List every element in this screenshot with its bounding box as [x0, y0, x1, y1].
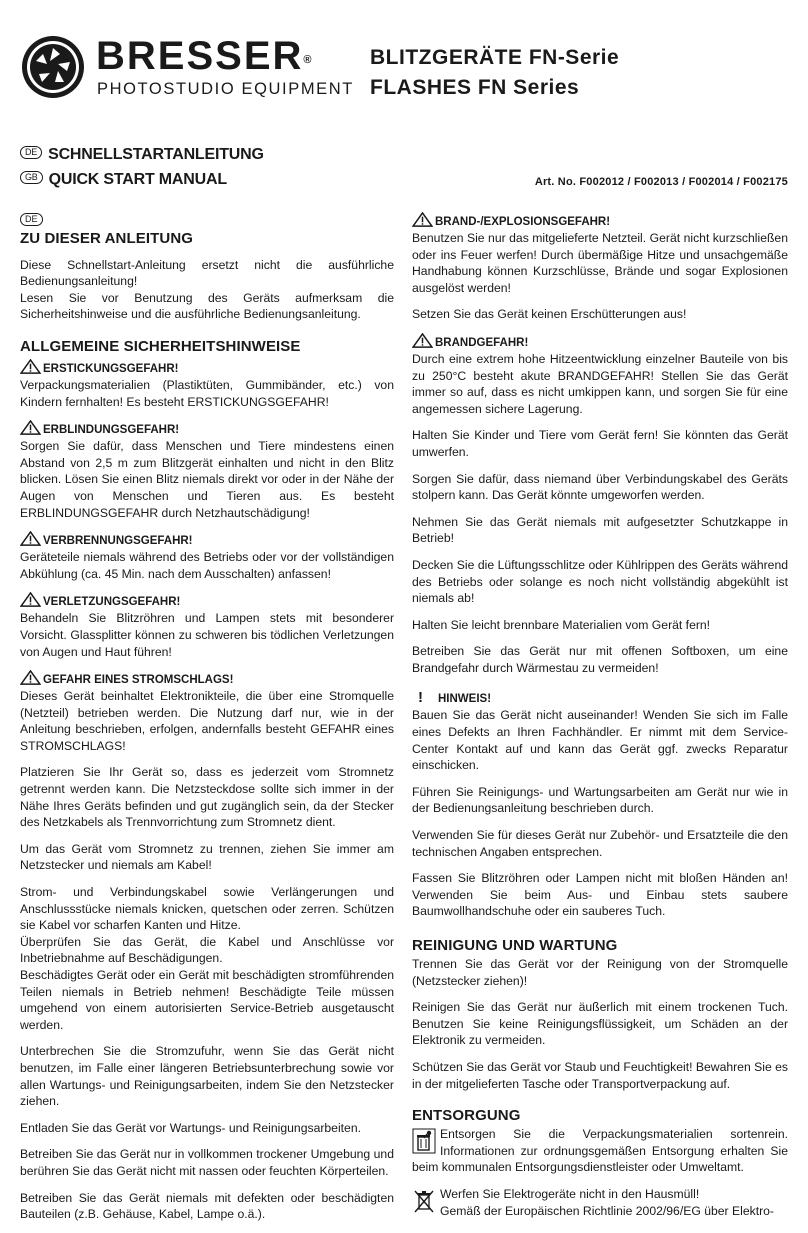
left-column	[20, 210, 394, 1233]
brand-name	[96, 36, 312, 76]
warning-text: Dieses Gerät beinhaltet Elektronikteile, die über eine Stromquelle (Netzteil) betrieben werden. Die Nutzung darf nur, wie in der Anleitung beschrieben, erfolgen, andernfalls besteht GEFAHR eines STROMSCHLAGS!	[20, 689, 394, 753]
warning-text: Verpackungsmaterialien (Plastiktüten, Gummibänder, etc.) von Kindern fernhalten! Es besteht ERSTICKUNGSGEFAHR!	[20, 377, 394, 409]
about-text-2: Lesen Sie vor Benutzung des Geräts aufmerksam die Sicherheitshinweise und die ausführliche Bedienungsanleitung.	[20, 290, 394, 322]
warning-injury	[20, 592, 394, 660]
note-heading	[412, 690, 788, 707]
section-title-disposal: ENTSORGUNG	[412, 1107, 521, 1125]
paragraph: Um das Gerät vom Stromnetz zu trennen, ziehen Sie immer am Netzstecker und niemals am Kabel!	[20, 841, 394, 873]
paragraph: Betreiben Sie das Gerät niemals mit defekten oder beschädigten Bauteilen (z.B. Gehäuse, Kabel, Lampe o.ä.).	[20, 1190, 394, 1222]
registered-mark: ®	[303, 54, 312, 66]
warning-triangle-icon	[20, 592, 41, 607]
disposal-text: Gemäß der Europäischen Richtlinie 2002/96/EG über Elektro-	[440, 1203, 774, 1218]
manual-title-de-text: SCHNELLSTARTANLEITUNG	[48, 146, 264, 163]
warning-triangle-icon	[20, 531, 41, 546]
warning-heading	[20, 592, 394, 610]
lang-badge-gb: GB	[20, 171, 43, 184]
paragraph: Schützen Sie das Gerät vor Staub und Feuchtigkeit! Bewahren Sie es in der mitgelieferten Tasche oder Transportverpackung auf.	[412, 1059, 788, 1091]
warning-heading	[20, 420, 394, 438]
lang-badge-de-section: DE	[20, 213, 43, 226]
series-title-de: BLITZGERÄTE FN-Serie	[370, 46, 620, 69]
warning-title: BRAND-/EXPLOSIONSGEFAHR!	[435, 216, 611, 228]
warning-text: Behandeln Sie Blitzröhren und Lampen stets mit besonderer Vorsicht. Glassplitter können zu schweren bis tödlichen Verletzungen von Augen und Haut führen!	[20, 611, 394, 659]
warning-text: Durch eine extrem hohe Hitzeentwicklung einzelner Bauteile von bis zu 250°C besteht akute BRANDGEFAHR! Stellen Sie das Gerät immer so auf, dass es nicht umkippen kann, und sorgen Sie für eine angemessen sichere Lagerung.	[412, 351, 788, 416]
warning-heading	[412, 333, 788, 351]
paragraph: Setzen Sie das Gerät keinen Erschütterungen aus!	[412, 307, 687, 322]
note-text: Bauen Sie das Gerät nicht auseinander! Wenden Sie sich im Falle eines Defekts an Ihren Fachhändler. Er nimmt mit dem Service-Center Kontakt auf und kann das Gerät ggf. zwecks Reparatur einschicken.	[412, 708, 788, 773]
recycle-bin-icon	[412, 1128, 436, 1154]
paragraph: Strom- und Verbindungskabel sowie Verlängerungen und Anschlussstücke niemals knicken, quetschen oder zerren. Schützen sie Kabel vor scharfen Kanten und Hitze.	[20, 885, 394, 933]
paragraph: Betreiben Sie das Gerät nur mit offenen Softboxen, um eine Brandgefahr durch Wärmestau zu vermeiden!	[412, 644, 788, 675]
paragraph: Beschädigtes Gerät oder ein Gerät mit beschädigten stromführenden Teilen niemals in Betrieb nehmen! Beschädigte Teile müssen umgehend von einem autorisierten Service-Betrieb ausgetauscht werden.	[20, 968, 394, 1032]
brand-text: BRESSER	[96, 34, 304, 78]
warning-text: Benutzen Sie nur das mitgelieferte Netzteil. Gerät nicht kurzschließen oder ins Feuer werfen! Durch übermäßige Hitze und unsachgemäße Handhabung können Kurzschlüsse, Brände und sogar Explosionen ausgelöst werden!	[412, 231, 788, 295]
disposal-electronics	[412, 1186, 788, 1219]
paragraph: Überprüfen Sie das Gerät, die Kabel und Anschlüsse vor Inbetriebnahme auf Beschädigungen.	[20, 934, 394, 966]
note-block	[412, 690, 788, 773]
paragraph: Reinigen Sie das Gerät nur äußerlich mit einem trockenen Tuch. Benutzen Sie keine Reinigungsflüssigkeit, um Schäden an der Elektronik zu vermeiden.	[412, 1000, 788, 1048]
brand-tagline: PHOTOSTUDIO EQUIPMENT	[97, 80, 354, 98]
warning-electric-shock	[20, 670, 394, 754]
manual-title-gb	[20, 170, 227, 190]
paragraph: Halten Sie Kinder und Tiere vom Gerät fern! Sie könnten das Gerät umwerfen.	[412, 428, 788, 459]
paragraph: Sorgen Sie dafür, dass niemand über Verbindungskabel des Geräts stolpern kann. Das Gerät könnte umgeworfen werden.	[412, 471, 788, 503]
warning-title: GEFAHR EINES STROMSCHLAGS!	[43, 674, 234, 687]
manual-title-gb-text: QUICK START MANUAL	[48, 171, 227, 188]
warning-title: VERBRENNUNGSGEFAHR!	[43, 535, 193, 548]
note-title: HINWEIS!	[438, 693, 492, 706]
warning-blindness	[20, 420, 394, 521]
section-title-cleaning: REINIGUNG UND WARTUNG	[412, 937, 618, 954]
warning-triangle-icon	[20, 420, 41, 435]
warning-heading	[20, 670, 394, 688]
warning-triangle-icon	[20, 670, 41, 685]
paragraph: Decken Sie die Lüftungsschlitze oder Kühlrippen des Geräts während des Betriebs oder solange es noch nicht vollständig abgekühlt ist niemals ab!	[412, 557, 788, 606]
disposal-text: Werfen Sie Elektrogeräte nicht in den Hausmüll!	[440, 1186, 700, 1201]
crossed-bin-icon	[412, 1188, 436, 1214]
warning-triangle-icon	[412, 333, 433, 348]
paragraph: Fassen Sie Blitzröhren oder Lampen nicht mit bloßen Händen an! Verwenden Sie beim Aus- und Einbau stets saubere Baumwollhandschuhe oder ein sauberes Tuch.	[412, 871, 788, 919]
lang-badge-de: DE	[20, 146, 42, 159]
warning-suffocation	[20, 359, 394, 410]
warning-title: ERBLINDUNGSGEFAHR!	[43, 424, 180, 437]
warning-triangle-icon	[20, 359, 41, 374]
paragraph: Betreiben Sie das Gerät nur in vollkommen trockener Umgebung und berühren Sie das Gerät nicht mit nassen oder feuchten Körperteilen.	[20, 1147, 394, 1178]
manual-title-de	[20, 145, 264, 165]
paragraph: Unterbrechen Sie die Stromzufuhr, wenn Sie das Gerät nicht benutzen, im Falle einer längeren Betriebsunterbrechung sowie vor allen Wartungs- und Reinigungsarbeiten, indem Sie den Netzstecker ziehen.	[20, 1044, 394, 1109]
paragraph: Führen Sie Reinigungs- und Wartungsarbeiten am Gerät nur wie in der Bedienungsanleitung beschrieben durch.	[412, 784, 788, 816]
warning-heading	[20, 531, 394, 549]
warning-burn	[20, 531, 394, 582]
disposal-text: Entsorgen Sie die Verpackungsmaterialien sortenrein. Informationen zur ordnungsgemäßen Entsorgung erhalten Sie beim kommunalen Entsorgungsdienstleister oder Umweltamt.	[412, 1127, 788, 1175]
warning-title: BRANDGEFAHR!	[435, 336, 529, 349]
exclamation-icon: !	[418, 689, 423, 707]
warning-title: VERLETZUNGSGEFAHR!	[43, 596, 181, 609]
warning-fire-explosion	[412, 212, 788, 296]
paragraph: Nehmen Sie das Gerät niemals mit aufgesetzter Schutzkappe in Betrieb!	[412, 514, 788, 546]
section-title-about: ZU DIESER ANLEITUNG	[20, 229, 194, 247]
warning-text: Sorgen Sie dafür, dass Menschen und Tiere mindestens einen Abstand von 2,5 m zum Blitzgerät einhalten und nicht in den Blitz blicken. Lösen Sie einen Blitz niemals direkt vor oder in der Nähe der Augen von Menschen und Tieren aus. Es besteht ERBLINDUNGSGEFAHR durch Netzhautschädigung!	[20, 439, 394, 520]
paragraph: Entladen Sie das Gerät vor Wartungs- und Reinigungsarbeiten.	[20, 1120, 361, 1135]
section-title-safety: ALLGEMEINE SICHERHEITSHINWEISE	[20, 337, 301, 355]
warning-fire	[412, 333, 788, 417]
warning-triangle-icon	[412, 212, 433, 227]
paragraph: Trennen Sie das Gerät vor der Reinigung von der Stromquelle (Netzstecker ziehen)!	[412, 957, 788, 988]
series-title-en: FLASHES FN Series	[370, 76, 580, 99]
paragraph: Halten Sie leicht brennbare Materialien vom Gerät fern!	[412, 617, 711, 632]
warning-title: ERSTICKUNGSGEFAHR!	[43, 362, 179, 375]
about-text-1: Diese Schnellstart-Anleitung ersetzt nicht die ausführliche Bedienungsanleitung!	[20, 257, 394, 289]
warning-heading	[412, 212, 788, 230]
warning-text: Geräteteile niemals während des Betriebs oder vor der vollständigen Abkühlung (ca. 45 Min. nach dem Ausschalten) anfassen!	[20, 550, 394, 581]
right-column	[412, 212, 788, 1219]
bresser-logo-icon	[20, 34, 86, 100]
disposal-packaging	[412, 1126, 788, 1176]
paragraph: Verwenden Sie für dieses Gerät nur Zubehör- und Ersatzteile die den technischen Angaben entsprechen.	[412, 828, 788, 859]
article-numbers: Art. No. F002012 / F002013 / F002014 / F002175	[534, 176, 788, 188]
warning-heading	[20, 359, 394, 377]
paragraph: Platzieren Sie Ihr Gerät so, dass es jederzeit vom Stromnetz getrennt werden kann. Die Netzsteckdose sollte sich immer in der Nähe Ihres Geräts befinden und gut zugänglich sein, da der Stecker des Netzkabels als Trennvorrichtung zum Stromnetz dient.	[20, 765, 394, 830]
